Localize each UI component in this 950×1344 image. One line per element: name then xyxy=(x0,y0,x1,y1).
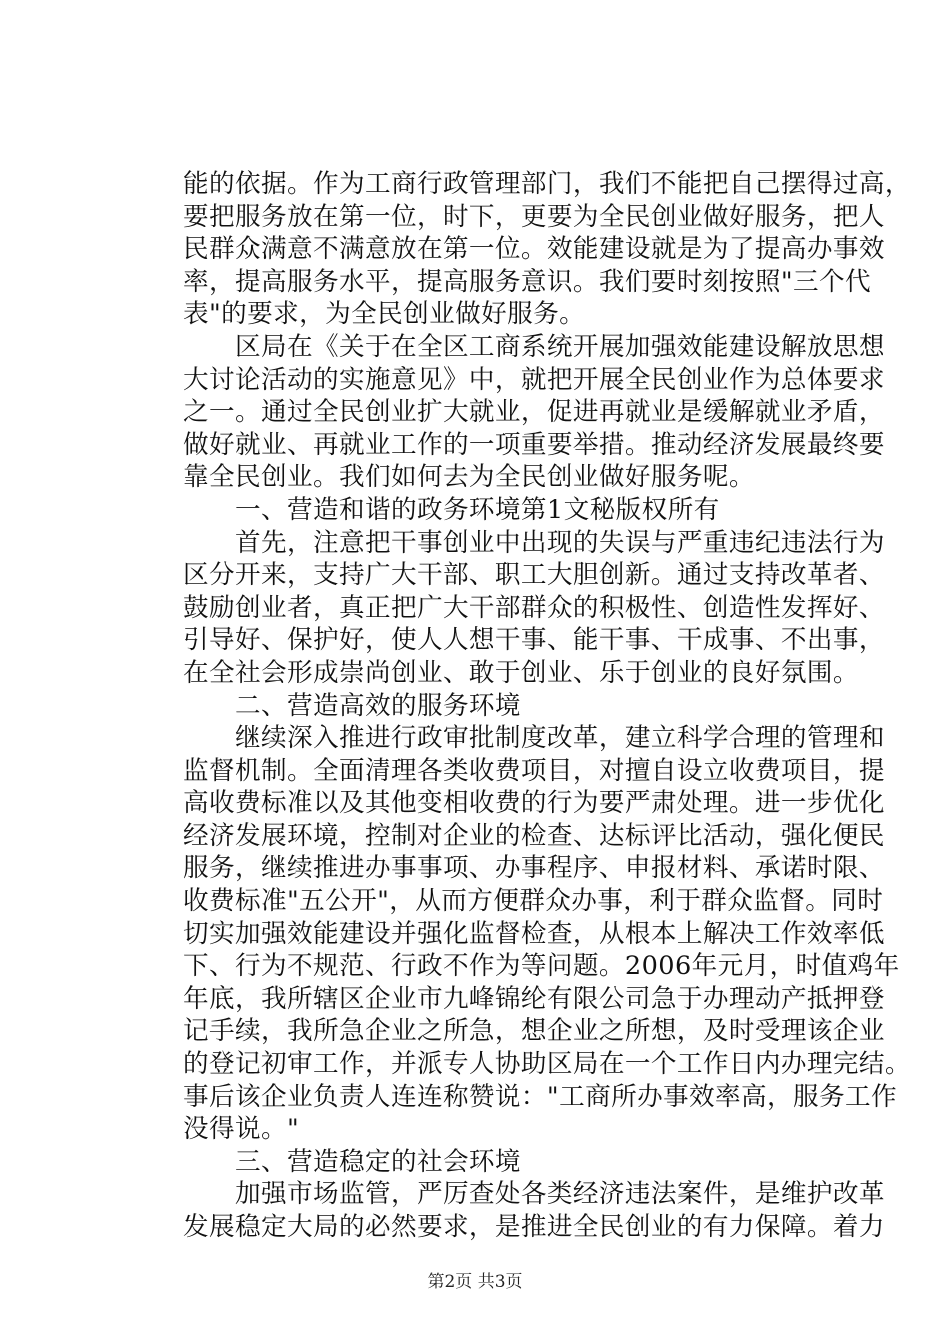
section-heading: 一、营造和谐的政务环境第1文秘版权所有 xyxy=(183,494,720,525)
text-line: 记手续，我所急企业之所急，想企业之所想，及时受理该企业 xyxy=(183,1016,885,1047)
text-line: 靠全民创业。我们如何去为全民创业做好服务呢。 xyxy=(183,462,755,493)
text-line: 区分开来，支持广大干部、职工大胆创新。通过支持改革者、 xyxy=(183,560,885,591)
page-number-footer: 第2页 共3页 xyxy=(427,1272,523,1292)
text-line: 能的依据。作为工商行政管理部门，我们不能把自己摆得过高， xyxy=(183,169,911,199)
text-line: 经济发展环境，控制对企业的检查、达标评比活动，强化便民 xyxy=(183,820,885,851)
text-line: 大讨论活动的实施意见》中，就把开展全民创业作为总体要求 xyxy=(183,364,885,395)
section-heading: 三、营造稳定的社会环境 xyxy=(183,1146,521,1177)
text-line: 鼓励创业者，真正把广大干部群众的积极性、创造性发挥好、 xyxy=(183,592,885,623)
text-line: 发展稳定大局的必然要求，是推进全民创业的有力保障。着力 xyxy=(183,1212,885,1242)
text-line: 之一。通过全民创业扩大就业，促进再就业是缓解就业矛盾， xyxy=(183,397,885,428)
text-line: 加强市场监管，严厉查处各类经济违法案件，是维护改革 xyxy=(183,1179,885,1210)
text-line: 的登记初审工作，并派专人协助区局在一个工作日内办理完结。 xyxy=(183,1049,911,1080)
text-line: 继续深入推进行政审批制度改革，建立科学合理的管理和 xyxy=(183,723,885,754)
text-line: 首先，注意把干事创业中出现的失误与严重违纪违法行为 xyxy=(183,527,885,558)
text-line: 服务，继续推进办事事项、办事程序、申报材料、承诺时限、 xyxy=(183,853,885,884)
text-line: 事后该企业负责人连连称赞说："工商所办事效率高，服务工作 xyxy=(183,1081,898,1112)
text-line: 民群众满意不满意放在第一位。效能建设就是为了提高办事效 xyxy=(183,234,885,265)
text-line: 下、行为不规范、行政不作为等问题。2006年元月，时值鸡年 xyxy=(183,951,900,982)
text-line: 监督机制。全面清理各类收费项目，对擅自设立收费项目，提 xyxy=(183,755,885,786)
text-line: 引导好、保护好，使人人想干事、能干事、干成事、不出事， xyxy=(183,625,885,656)
text-line: 表"的要求，为全民创业做好服务。 xyxy=(183,299,586,330)
text-line: 高收费标准以及其他变相收费的行为要严肃处理。进一步优化 xyxy=(183,788,885,819)
text-line: 要把服务放在第一位，时下，更要为全民创业做好服务，把人 xyxy=(183,201,885,232)
text-line: 没得说。" xyxy=(183,1114,300,1145)
text-line: 收费标准"五公开"，从而方便群众办事，利于群众监督。同时 xyxy=(183,886,884,917)
text-line: 在全社会形成崇尚创业、敢于创业、乐于创业的良好氛围。 xyxy=(183,657,859,688)
section-heading: 二、营造高效的服务环境 xyxy=(183,690,521,721)
text-line: 切实加强效能建设并强化监督检查，从根本上解决工作效率低 xyxy=(183,918,885,949)
text-line: 做好就业、再就业工作的一项重要举措。推动经济发展最终要 xyxy=(183,429,885,460)
document-body xyxy=(183,168,911,1244)
text-line: 年底，我所辖区企业市九峰锦纶有限公司急于办理动产抵押登 xyxy=(183,983,885,1014)
text-line: 区局在《关于在全区工商系统开展加强效能建设解放思想 xyxy=(183,331,885,362)
text-line: 率，提高服务水平，提高服务意识。我们要时刻按照"三个代 xyxy=(183,266,872,297)
